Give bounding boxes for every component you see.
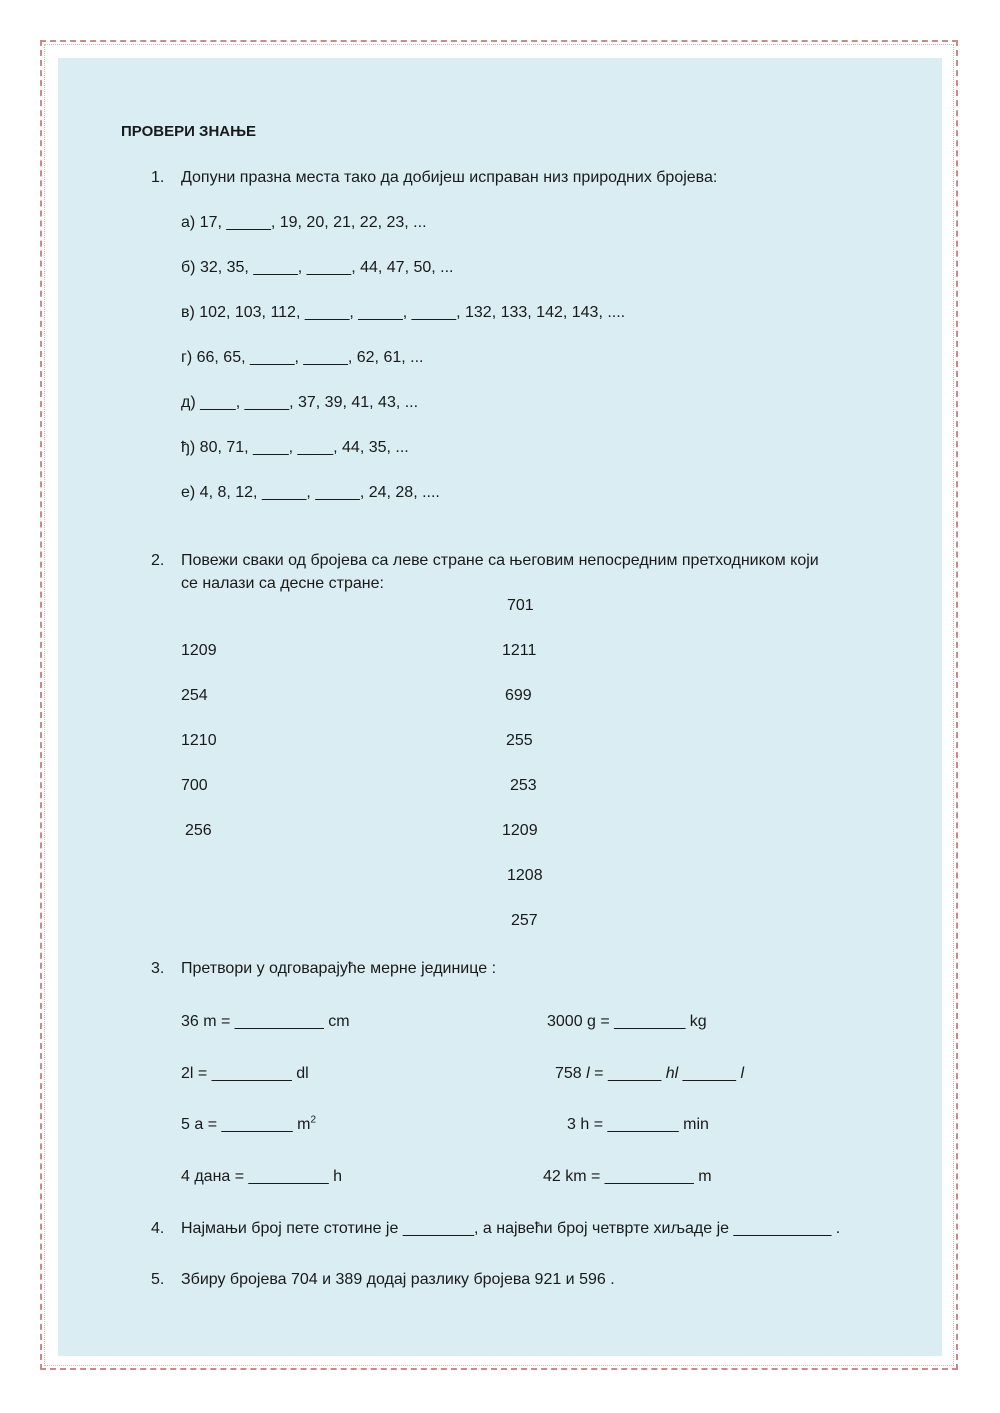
- task1-row-b: б) 32, 35, _____, _____, 44, 47, 50, ...: [181, 259, 454, 276]
- task5-number: 5.: [151, 1271, 165, 1288]
- left-number: 1210: [181, 732, 217, 749]
- task4-text: Најмањи број пете стотине је ________, а највећи број четврте хиљаде је ___________ .: [181, 1220, 841, 1237]
- right-number: 1208: [507, 867, 543, 884]
- left-number: 1209: [181, 642, 217, 659]
- conversion-m-cm: 36 m = __________ cm: [181, 1013, 350, 1030]
- conversion-km-m: 42 km = __________ m: [543, 1168, 712, 1185]
- conversion-l-dl: 2l = _________ dl: [181, 1065, 309, 1082]
- conversion-days-h: 4 дана = _________ h: [181, 1168, 342, 1185]
- task1-row-g: г) 66, 65, _____, _____, 62, 61, ...: [181, 349, 424, 366]
- task2-number: 2.: [151, 552, 165, 569]
- conversion-l-hl: 758 l = ______ hl ______ l: [555, 1065, 745, 1082]
- task1-row-dj: ђ) 80, 71, ____, ____, 44, 35, ...: [181, 439, 409, 456]
- task2-text-line1: Повежи сваки од бројева са леве стране са његовим непосредним претходником који: [181, 552, 819, 569]
- task1-row-a: а) 17, _____, 19, 20, 21, 22, 23, ...: [181, 214, 427, 231]
- right-number: 1211: [502, 642, 537, 659]
- left-number: 254: [181, 687, 208, 704]
- task3-number: 3.: [151, 960, 165, 977]
- right-number: 255: [506, 732, 533, 749]
- right-number: 701: [507, 597, 534, 614]
- left-number: 256: [185, 822, 212, 839]
- right-number: 1209: [502, 822, 538, 839]
- worksheet-title: ПРОВЕРИ ЗНАЊЕ: [121, 123, 257, 140]
- task1-number: 1.: [151, 169, 165, 186]
- conversion-a-m2: 5 a = ________ $m^2$: [181, 1114, 316, 1133]
- right-number: 699: [505, 687, 532, 704]
- task3-text: Претвори у одговарајуће мерне јединице :: [181, 960, 497, 977]
- conversion-g-kg: 3000 g = ________ kg: [547, 1013, 707, 1030]
- left-number: 700: [181, 777, 208, 794]
- task1-row-v: в) 102, 103, 112, _____, _____, _____, 132, 133, 142, 143, ....: [181, 304, 626, 321]
- task1-row-d: д) ____, _____, 37, 39, 41, 43, ...: [181, 394, 419, 411]
- task4-number: 4.: [151, 1220, 165, 1237]
- right-number: 253: [510, 777, 537, 794]
- conversion-h-min: 3 h = ________ min: [567, 1116, 709, 1133]
- task2-text-line2: се налази са десне стране:: [181, 575, 384, 592]
- task1-text: Допуни празна места тако да добијеш исправан низ природних бројева:: [181, 169, 718, 186]
- task1-row-e: е) 4, 8, 12, _____, _____, 24, 28, ....: [181, 484, 440, 501]
- task5-text: Збиру бројева 704 и 389 додај разлику бројева 921 и 596 .: [181, 1271, 615, 1288]
- worksheet-background: [58, 58, 942, 1356]
- right-number: 257: [511, 912, 538, 929]
